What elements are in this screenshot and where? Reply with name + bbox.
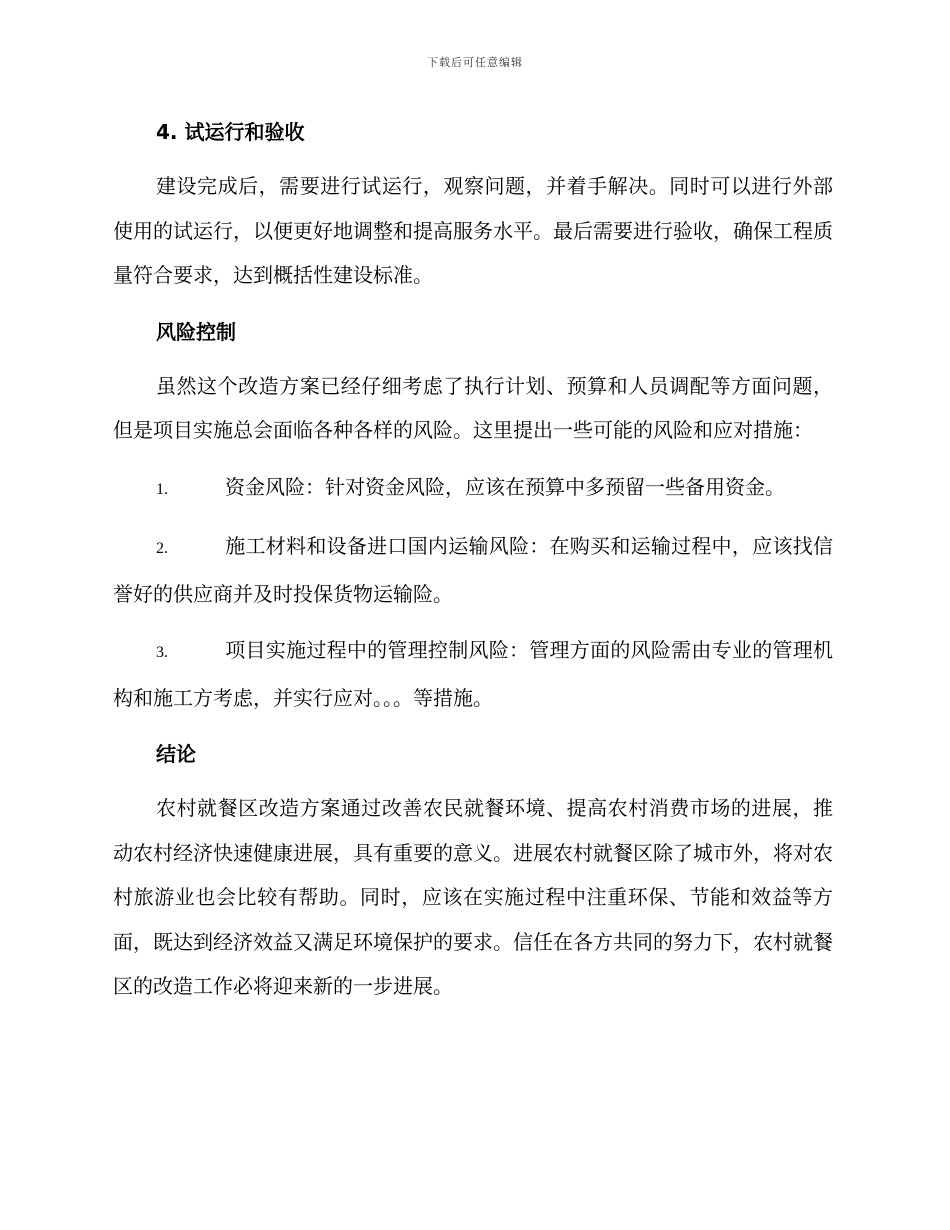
paragraph-trial: 建设完成后，需要进行试运行，观察问题，并着手解决。同时可以进行外部使用的试运行，以便更好地调整和提高服务水平。最后需要进行验收，确保工程质量符合要求，达到概括性建设标准。 <box>113 174 833 287</box>
list-item-number: 2. <box>156 540 168 557</box>
list-item <box>113 628 833 720</box>
list-item <box>113 524 833 616</box>
list-item-number: 3. <box>156 644 168 661</box>
list-item <box>113 465 833 513</box>
section-heading-trial: 4. 试运行和验收 <box>156 120 305 144</box>
list-item-text: 施工材料和设备进口国内运输风险：在购买和运输过程中，应该找信誉好的供应商并及时投保货物运输险。 <box>113 534 833 606</box>
paragraph-conclusion: 农村就餐区改造方案通过改善农民就餐环境、提高农村消费市场的进展，推动农村经济快速健康进展，具有重要的意义。进展农村就餐区除了城市外，将对农村旅游业也会比较有帮助。同时，应该在实施过程中注重环保、节能和效益等方面，既达到经济效益又满足环境保护的要求。信任在各方共同的努力下，农村就餐区的改造工作必将迎来新的一步进展。 <box>113 796 833 998</box>
paragraph-risk: 虽然这个改造方案已经仔细考虑了执行计划、预算和人员调配等方面问题，但是项目实施总会面临各种各样的风险。这里提出一些可能的风险和应对措施： <box>113 373 833 442</box>
section-heading-conclusion: 结论 <box>156 742 196 766</box>
list-item-text: 项目实施过程中的管理控制风险：管理方面的风险需由专业的管理机构和施工方考虑，并实行应对。。。等措施。 <box>113 638 833 710</box>
document-body <box>113 110 833 1009</box>
section-heading-risk: 风险控制 <box>156 319 236 344</box>
list-item-text: 资金风险：针对资金风险，应该在预算中多预留一些备用资金。 <box>225 474 785 499</box>
list-item-number: 1. <box>156 480 168 498</box>
page-header-note: 下载后可任意编辑 <box>427 56 523 69</box>
